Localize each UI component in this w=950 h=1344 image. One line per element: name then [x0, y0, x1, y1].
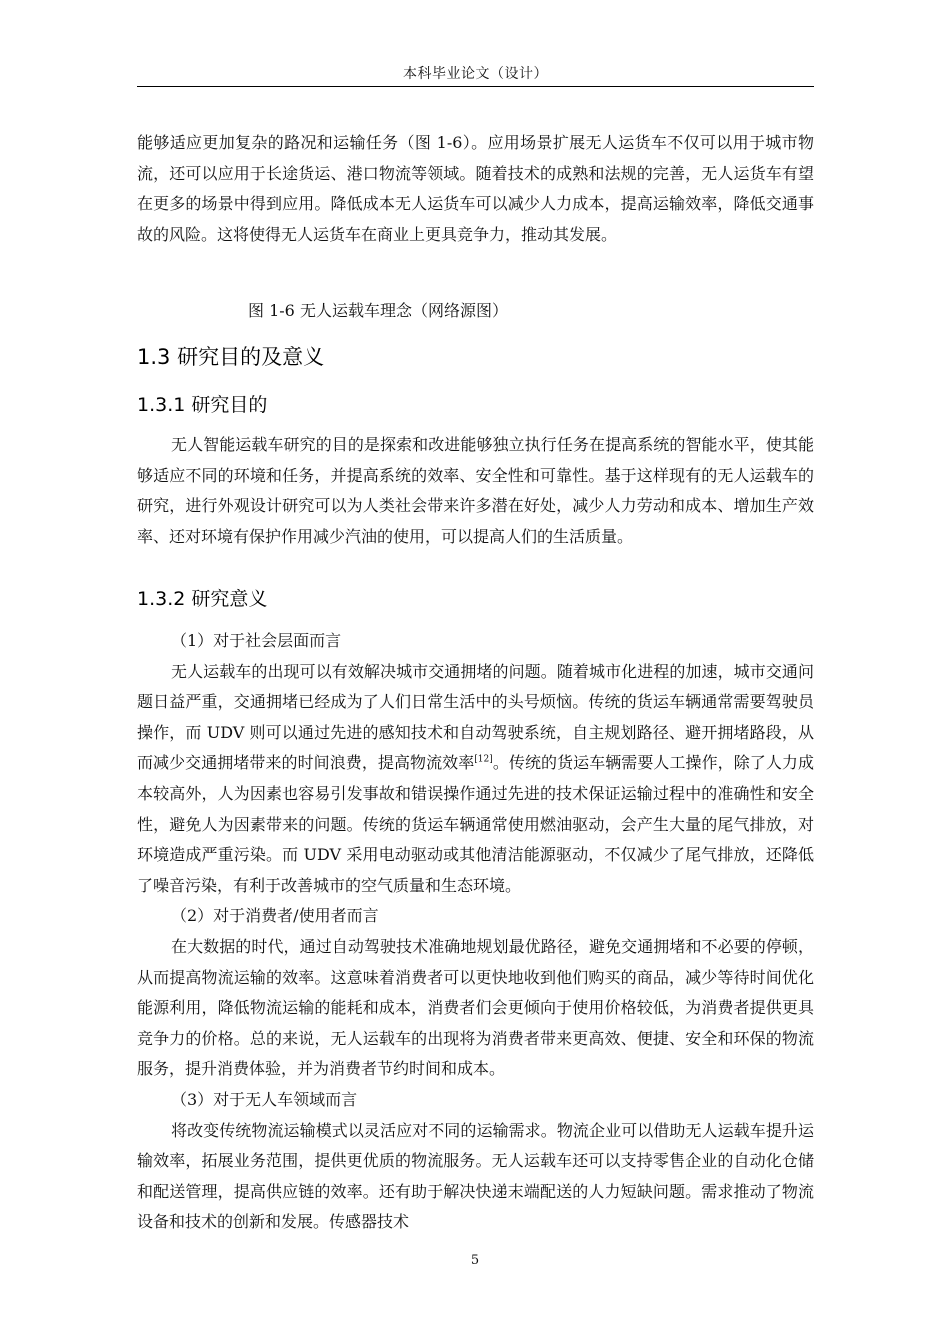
research-significance-block: [137, 626, 814, 1238]
header-divider: [137, 86, 814, 87]
item1-heading: （1）对于社会层面而言: [171, 631, 342, 650]
intro-paragraph: 能够适应更加复杂的路况和运输任务（图 1-6）。应用场景扩展无人运货车不仅可以用于城市物流，还可以应用于长途货运、港口物流等领域。随着技术的成熟和法规的完善，无人运货车有望在更多的场景中得到应用。降低成本无人运货车可以减少人力成本，提高运输效率，降低交通事故的风险。这将使得无人运货车在商业上更具竞争力，推动其发展。: [137, 133, 814, 244]
research-purpose-block: [137, 430, 814, 552]
figure-caption: 图 1-6 无人运载车理念（网络源图）: [248, 301, 508, 320]
subsection-heading-1-3-1: 1.3.1 研究目的: [137, 394, 268, 416]
item3-paragraph: 将改变传统物流运输模式以灵活应对不同的运输需求。物流企业可以借助无人运载车提升运输效率，拓展业务范围，提供更优质的物流服务。无人运载车还可以支持零售企业的自动化仓储和配送管理，提高供应链的效率。还有助于解决快递末端配送的人力短缺问题。需求推动了物流设备和技术的创新和发展。传感器技术: [137, 1120, 814, 1232]
item2-heading: （2）对于消费者/使用者而言: [171, 906, 379, 926]
page-header-title: 本科毕业论文（设计）: [403, 66, 548, 82]
item1-text-b: 。传统的货运车辆需要人工操作，除了人力成本较高外，人为因素也容易引发事故和错误操作通过先进的技术保证运输过程中的准确性和安全性，避免人为因素带来的问题。传统的货运车辆通常使用燃油驱动，会产生大量的尾气排放，对环境造成严重污染。而 UDV 采用电动驱动或其他清洁能源驱动，不仅减少了尾气排放，还降低了噪音污染，有利于改善城市的空气质量和生态环境。: [137, 753, 814, 895]
intro-block: [137, 128, 814, 250]
item1-paragraph: [137, 657, 814, 902]
research-purpose-paragraph: 无人智能运载车研究的目的是探索和改进能够独立执行任务在提高系统的智能水平，使其能够适应不同的环境和任务，并提高系统的效率、安全性和可靠性。基于这样现有的无人运载车的研究，进行外观设计研究可以为人类社会带来许多潜在好处，减少人力劳动和成本、增加生产效率、还对环境有保护作用减少汽油的使用，可以提高人们的生活质量。: [137, 435, 814, 546]
section-heading-1-3: 1.3 研究目的及意义: [137, 345, 325, 369]
item2-paragraph: 在大数据的时代，通过自动驾驶技术准确地规划最优路径，避免交通拥堵和不必要的停顿，从而提高物流运输的效率。这意味着消费者可以更快地收到他们购买的商品，减少等待时间优化能源利用，降低物流运输的能耗和成本，消费者们会更倾向于使用价格较低，为消费者提供更具竞争力的价格。总的来说，无人运载车的出现将为消费者带来更高效、便捷、安全和环保的物流服务，提升消费体验，并为消费者节约时间和成本。: [137, 936, 814, 1079]
citation-12: [12]: [474, 755, 493, 766]
item1-text-a: 无人运载车的出现可以有效解决城市交通拥堵的问题。随着城市化进程的加速，城市交通问题日益严重，交通拥堵已经成为了人们日常生活中的头号烦恼。传统的货运车辆通常需要驾驶员操作，而 UDV 则可以通过先进的感知技术和自动驾驶系统，自主规划路径、避开拥堵路段，从而减少交通拥堵带来的时间浪费，提高物流效率: [137, 661, 814, 773]
subsection-heading-1-3-2: 1.3.2 研究意义: [137, 588, 268, 610]
page-number: 5: [470, 1253, 480, 1268]
item3-heading: （3）对于无人车领域而言: [171, 1089, 358, 1109]
